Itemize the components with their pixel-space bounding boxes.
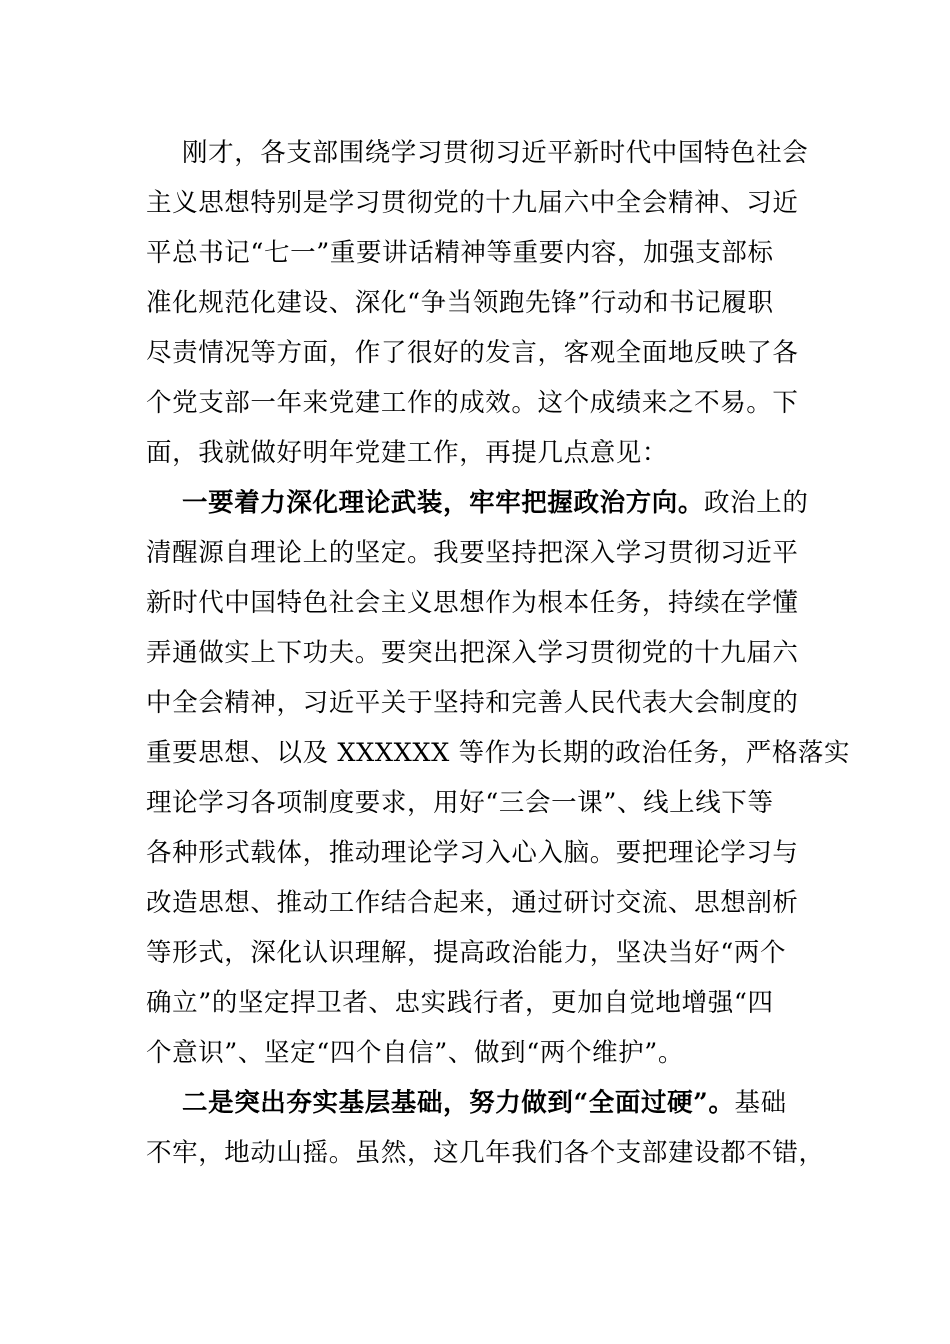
paragraph-2-line-12: 个意识”、坚定“四个自信”、做到“两个维护”。 (146, 1038, 684, 1068)
paragraph-2-line-2: 清醒源自理论上的坚定。我要坚持把深入学习贯彻习近平 (146, 538, 799, 568)
paragraph-1-line-2: 主义思想特别是学习贯彻党的十九届六中全会精神、习近 (146, 188, 799, 218)
paragraph-3-line-2: 不牢，地动山摇。虽然，这几年我们各个支部建设都不错， (146, 1138, 825, 1168)
paragraph-1-line-1: 刚才，各支部围绕学习贯彻习近平新时代中国特色社会 (182, 138, 809, 168)
paragraph-3-first-line (182, 1085, 806, 1121)
paragraph-1-line-7: 面，我就做好明年党建工作，再提几点意见： (146, 438, 669, 468)
paragraph-1-line-5: 尽责情况等方面，作了很好的发言，客观全面地反映了各 (146, 338, 799, 368)
paragraph-2-line-11: 确立”的坚定捍卫者、忠实践行者，更加自觉地增强“四 (146, 988, 774, 1018)
paragraph-2-line-5: 中全会精神，习近平关于坚持和完善人民代表大会制度的 (146, 688, 799, 718)
paragraph-1-line-3: 平总书记“七一”重要讲话精神等重要内容，加强支部标 (146, 238, 774, 268)
paragraph-2-first-line (182, 485, 809, 521)
paragraph-1-line-6: 个党支部一年来党建工作的成效。这个成绩来之不易。下 (146, 388, 799, 418)
section-heading-2-tail: 基础 (734, 1088, 787, 1118)
section-heading-1: 一要着力深化理论武装，牢牢把握政治方向。 (182, 488, 705, 518)
paragraph-2-line-9: 改造思想、推动工作结合起来，通过研讨交流、思想剖析 (146, 888, 799, 918)
paragraph-1-line-4: 准化规范化建设、深化“争当领跑先锋”行动和书记履职 (146, 288, 774, 318)
paragraph-2-line-4: 弄通做实上下功夫。要突出把深入学习贯彻党的十九届六 (146, 638, 799, 668)
paragraph-2-line-10: 等形式，深化认识理解，提高政治能力，坚决当好“两个 (146, 938, 787, 968)
paragraph-2-line-8: 各种形式载体，推动理论学习入心入脑。要把理论学习与 (146, 838, 799, 868)
paragraph-2-line-7: 理论学习各项制度要求，用好“三会一课”、线上线下等 (146, 788, 774, 818)
section-heading-1-tail: 政治上的 (704, 488, 809, 518)
section-heading-2: 二是突出夯实基层基础，努力做到“全面过硬”。 (182, 1088, 735, 1118)
paragraph-2-line-3: 新时代中国特色社会主义思想作为根本任务，持续在学懂 (146, 588, 799, 618)
paragraph-2-line-6: 重要思想、以及 XXXXXX 等作为长期的政治任务，严格落实 (146, 738, 851, 768)
